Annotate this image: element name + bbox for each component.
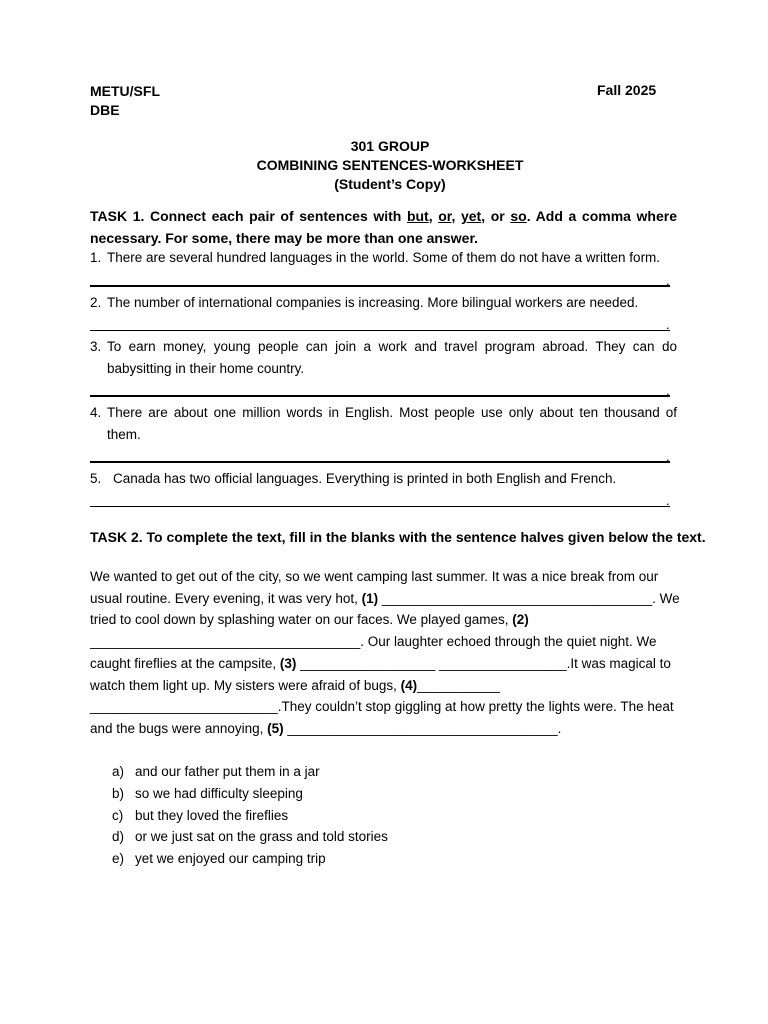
keyword-yet: yet	[460, 208, 482, 224]
task1-item-2	[90, 292, 677, 314]
title-line1: 301 GROUP	[350, 138, 430, 154]
passage-text: ___________ _________________________.They couldn’t stop giggling at how pretty the lights were. The heat and the bugs were annoying,	[90, 677, 674, 736]
item-text: There are about one million words in English. Most people use only about ten thousand of them.	[107, 405, 677, 442]
task1-item-1	[90, 247, 677, 269]
blank-label-2: (2)	[512, 612, 529, 628]
answer-line-3[interactable]	[90, 395, 670, 397]
item-number: 2.	[90, 295, 102, 310]
option-letter: b)	[112, 785, 125, 801]
task1-sep3: , or	[481, 208, 511, 224]
answer-line-period: .	[666, 449, 670, 464]
answer-line-1[interactable]	[90, 285, 670, 287]
task1-sep1: ,	[428, 208, 439, 224]
task2-passage	[90, 566, 690, 740]
blank-label-4: (4)	[400, 677, 418, 693]
answer-line-period: .	[666, 493, 670, 508]
answer-line-period: .	[666, 317, 670, 332]
header-org	[90, 82, 160, 120]
task1-instructions	[90, 205, 677, 249]
option-item	[112, 761, 388, 783]
option-text: and our father put them in a jar	[135, 764, 320, 779]
keyword-but: but	[406, 208, 429, 224]
option-letter: e)	[112, 851, 125, 867]
option-text: yet we enjoyed our camping trip	[135, 851, 326, 867]
passage-text: ____________________________________. Our laughter echoed through the quiet night. We caught fireflies at the campsite,	[90, 634, 657, 671]
passage-text: We wanted to get out of the city, so we went camping last summer. It was a nice break from our usual routine. Every evening, it was very hot,	[90, 569, 659, 606]
option-letter: d)	[112, 829, 125, 845]
passage-text: ____________________________________. We tried to cool down by splashing water on our faces. We played games,	[90, 590, 680, 628]
option-item	[112, 848, 388, 870]
option-letter: a)	[112, 764, 125, 779]
task1-item-3	[90, 336, 677, 380]
item-number: 3.	[90, 339, 102, 354]
answer-line-period: .	[666, 383, 670, 398]
item-text: The number of international companies is increasing. More bilingual workers are needed.	[107, 295, 639, 310]
task2-options	[112, 761, 388, 870]
option-letter: c)	[112, 807, 124, 823]
answer-line-5[interactable]	[90, 506, 670, 507]
option-text: so we had difficulty sleeping	[135, 785, 303, 801]
blank-label-3: (3)	[279, 655, 297, 671]
option-item	[112, 826, 388, 848]
task1-text-a: TASK 1. Connect each pair of sentences with	[90, 208, 407, 224]
answer-line-period: .	[666, 273, 670, 288]
option-item	[112, 805, 388, 827]
header-term: Fall 2025	[597, 82, 657, 98]
worksheet-title	[90, 137, 690, 194]
answer-line-4[interactable]	[90, 461, 670, 463]
keyword-or: or	[438, 208, 452, 224]
task2-heading: TASK 2. To complete the text, fill in the blanks with the sentence halves given below the text.	[90, 529, 706, 545]
header-org-line2: DBE	[90, 102, 120, 118]
task1-sep2: ,	[451, 208, 461, 224]
item-number: 4.	[90, 405, 102, 420]
passage-text: __________________ _________________.It was magical to watch them light up. My sisters were afraid of bugs,	[90, 655, 671, 693]
task1-item-5	[90, 468, 677, 490]
option-text: or we just sat on the grass and told stories	[135, 829, 388, 845]
item-text: There are several hundred languages in the world. Some of them do not have a written form.	[107, 250, 661, 265]
blank-label-1: (1)	[361, 590, 379, 606]
header-org-line1: METU/SFL	[90, 83, 160, 99]
title-line2: COMBINING SENTENCES-WORKSHEET	[256, 157, 524, 173]
task1-item-4	[90, 402, 677, 446]
title-line3: (Student’s Copy)	[334, 176, 446, 192]
item-text: Canada has two official languages. Everything is printed in both English and French.	[113, 471, 617, 486]
option-text: but they loved the fireflies	[135, 807, 289, 823]
answer-line-2[interactable]	[90, 330, 670, 331]
option-item	[112, 783, 388, 805]
item-number: 5.	[90, 471, 102, 486]
task1-text-b: . Add a comma where necessary. For some, there may be more than one answer.	[90, 208, 678, 246]
item-text: To earn money, young people can join a work and travel program abroad. They can do babysitting in their home country.	[107, 339, 677, 376]
blank-label-5: (5)	[267, 720, 284, 736]
item-number: 1.	[90, 250, 102, 265]
passage-text: ____________________________________.	[283, 720, 562, 736]
keyword-so: so	[510, 208, 527, 224]
